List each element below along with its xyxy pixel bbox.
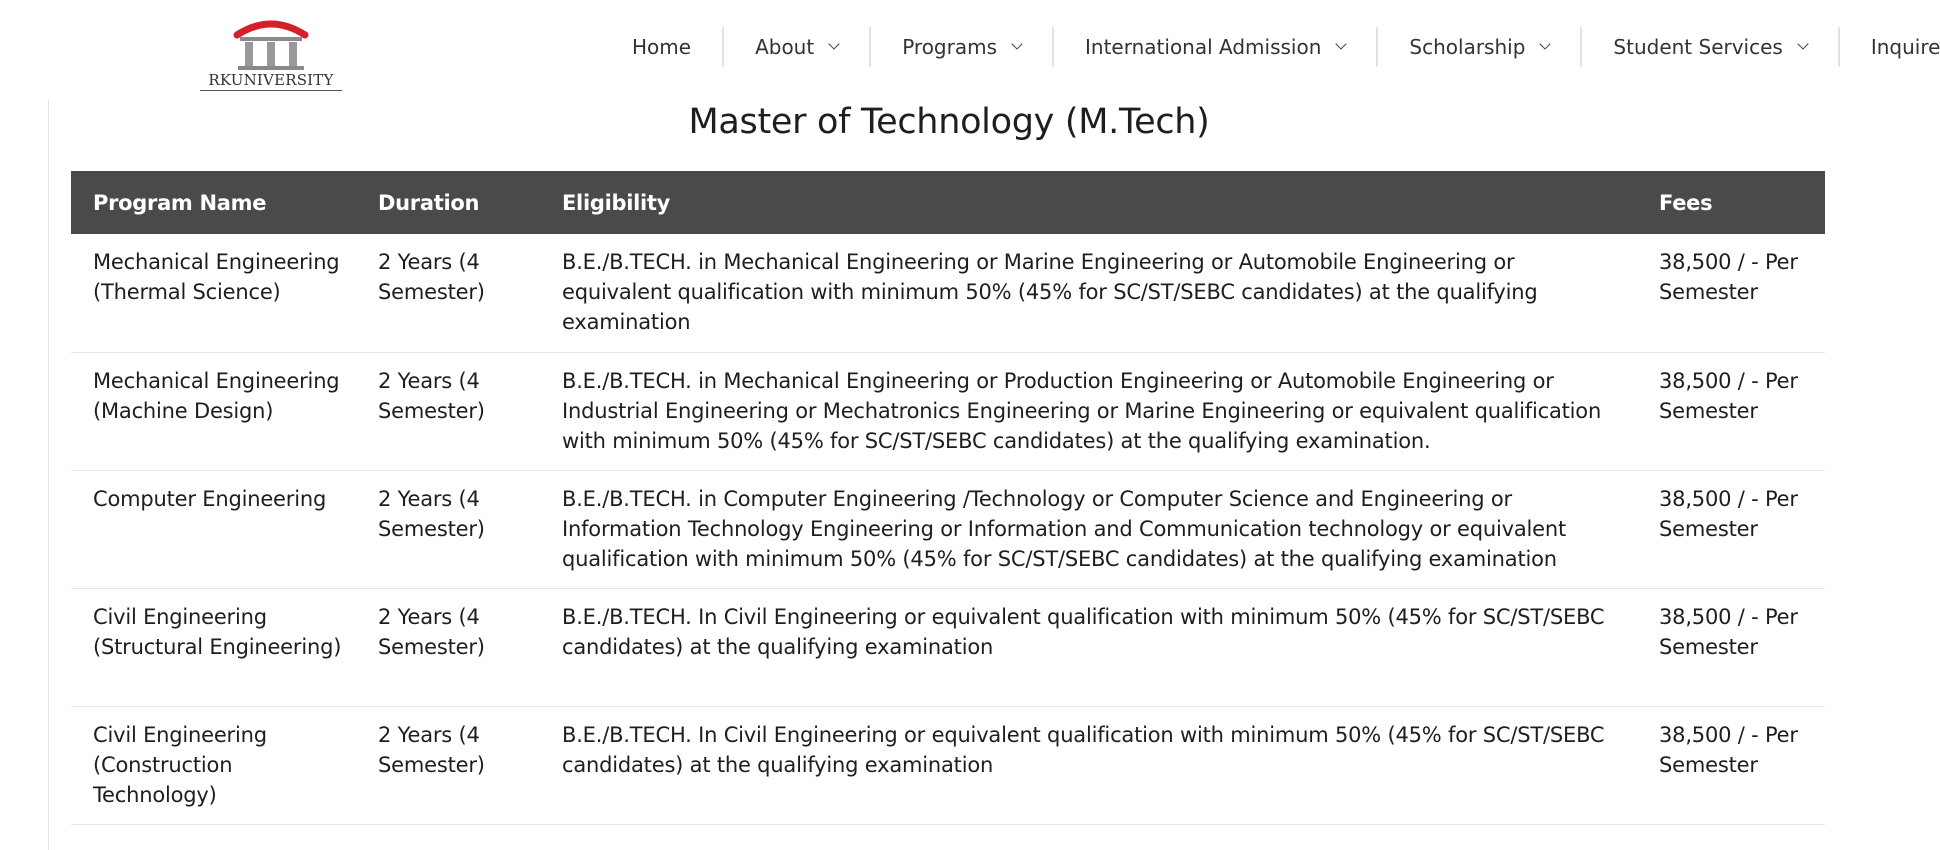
chevron-down-icon bbox=[829, 38, 840, 49]
duration-cell: 2 Years (4 Semester) bbox=[356, 706, 540, 824]
nav-home-label: Home bbox=[632, 35, 692, 59]
column-header-duration: Duration bbox=[378, 190, 480, 215]
duration-cell: 2 Years (4 Semester) bbox=[356, 234, 540, 352]
nav-home[interactable] bbox=[604, 27, 724, 67]
fees-cell: 38,500 / - Per Semester bbox=[1637, 588, 1825, 706]
fees-cell: 38,500 / - Per Semester bbox=[1637, 352, 1825, 470]
fees-cell: 38,500 / - Per Semester bbox=[1637, 470, 1825, 588]
nav-student-services-label: Student Services bbox=[1613, 35, 1783, 59]
chevron-down-icon bbox=[1797, 38, 1808, 49]
nav-scholarship[interactable] bbox=[1378, 27, 1582, 67]
nav-programs[interactable] bbox=[871, 27, 1054, 67]
chevron-down-icon bbox=[1011, 38, 1022, 49]
table-row bbox=[71, 234, 1825, 352]
pillars-arch-icon bbox=[200, 16, 342, 72]
duration-cell: 2 Years (4 Semester) bbox=[356, 588, 540, 706]
program-name-cell: Mechanical Engineering (Machine Design) bbox=[71, 352, 356, 470]
eligibility-cell: B.E./B.TECH. In Civil Engineering or equivalent qualification with minimum 50% (45% for SC/ST/SEBC candidates) at the qualifying examination bbox=[540, 706, 1637, 824]
nav-about-label: About bbox=[755, 35, 815, 59]
eligibility-cell: B.E./B.TECH. in Mechanical Engineering or Production Engineering or Automobile Engineering or Industrial Engineering or Mechatronics Engineering or Marine Engineering or equivalent qualification with minimum 50% (45% for SC/ST/SEBC candidates) at the qualifying examination. bbox=[540, 352, 1637, 470]
main-content bbox=[48, 100, 1855, 850]
nav-about[interactable] bbox=[724, 27, 871, 67]
column-header-eligibility: Eligibility bbox=[562, 190, 671, 215]
page-title: Master of Technology (M.Tech) bbox=[688, 102, 1210, 142]
table-row bbox=[71, 588, 1825, 706]
logo-text: RKUNIVERSITY bbox=[200, 71, 342, 91]
table-row bbox=[71, 470, 1825, 588]
site-header bbox=[0, 0, 1940, 100]
nav-inquire-label: Inquire bbox=[1870, 35, 1940, 59]
table-header bbox=[71, 171, 1825, 234]
table-body bbox=[71, 234, 1825, 824]
eligibility-cell: B.E./B.TECH. in Computer Engineering /Technology or Computer Science and Engineering or Information Technology Engineering or Information and Communication technology or equivalent qualification with minimum 50% (45% for SC/ST/SEBC candidates) at the qualifying examination bbox=[540, 470, 1637, 588]
eligibility-cell: B.E./B.TECH. in Mechanical Engineering or Marine Engineering or Automobile Engineering or equivalent qualification with minimum 50% (45% for SC/ST/SEBC candidates) at the qualifying examination bbox=[540, 234, 1637, 352]
nav-programs-label: Programs bbox=[902, 35, 998, 59]
table-header-row bbox=[71, 171, 1825, 234]
chevron-down-icon bbox=[1336, 38, 1347, 49]
duration-cell: 2 Years (4 Semester) bbox=[356, 352, 540, 470]
nav-international-admission-label: International Admission bbox=[1085, 35, 1322, 59]
nav-international-admission[interactable] bbox=[1054, 27, 1378, 67]
university-logo[interactable] bbox=[200, 16, 342, 92]
duration-cell: 2 Years (4 Semester) bbox=[356, 470, 540, 588]
fees-cell: 38,500 / - Per Semester bbox=[1637, 234, 1825, 352]
nav-inquire[interactable] bbox=[1840, 27, 1940, 67]
programs-table bbox=[71, 171, 1825, 825]
chevron-down-icon bbox=[1540, 38, 1551, 49]
nav-student-services[interactable] bbox=[1582, 27, 1839, 67]
column-header-fees: Fees bbox=[1659, 190, 1713, 215]
eligibility-cell: B.E./B.TECH. In Civil Engineering or equivalent qualification with minimum 50% (45% for SC/ST/SEBC candidates) at the qualifying examination bbox=[540, 588, 1637, 706]
main-nav bbox=[604, 27, 1940, 67]
table-row bbox=[71, 352, 1825, 470]
nav-scholarship-label: Scholarship bbox=[1409, 35, 1526, 59]
program-name-cell: Computer Engineering bbox=[71, 470, 356, 588]
program-name-cell: Civil Engineering (Structural Engineering) bbox=[71, 588, 356, 706]
fees-cell: 38,500 / - Per Semester bbox=[1637, 706, 1825, 824]
program-name-cell: Mechanical Engineering (Thermal Science) bbox=[71, 234, 356, 352]
column-header-program-name: Program Name bbox=[93, 190, 267, 215]
program-name-cell: Civil Engineering (Construction Technology) bbox=[71, 706, 356, 824]
table-row bbox=[71, 706, 1825, 824]
